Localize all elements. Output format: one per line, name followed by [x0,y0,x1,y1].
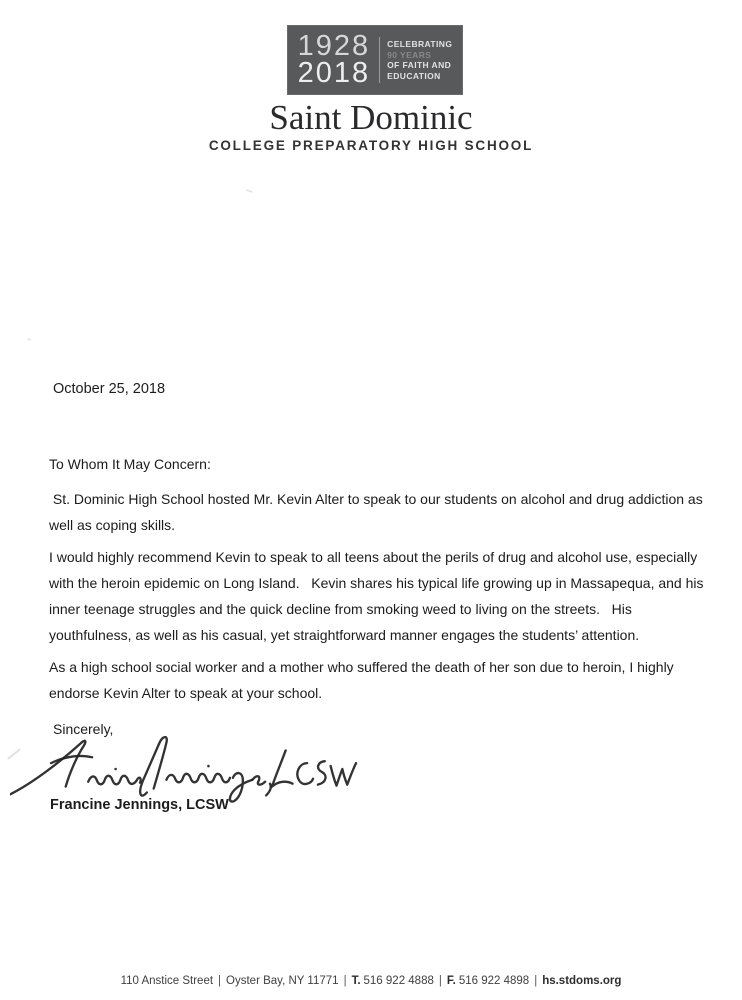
logo-tagline-line3: OF FAITH AND [387,60,452,70]
scan-artifact [246,189,253,193]
footer-separator: | [534,975,538,987]
footer-separator: | [343,975,347,987]
logo-years [297,30,371,89]
letter-date: October 25, 2018 [53,381,166,397]
typed-signature-name: Francine Jennings, LCSW [50,797,229,813]
logo-divider-line [379,37,380,83]
footer-separator: | [438,975,442,987]
logo-tagline-line1: CELEBRATING [387,39,453,49]
footer-fax: 516 922 4898 [458,975,530,987]
closing-sincerely: Sincerely, [53,721,114,737]
logo-tagline-line2: 90 YEARS [387,49,432,60]
paragraph-3: As a high school social worker and a mother who suffered the death of her son due to heroin, I highly endorse Kevin Alter to speak at your school. [49,659,678,701]
footer [0,975,742,987]
footer-website: hs.stdoms.org [542,975,622,987]
logo-year-end: 2018 [297,57,371,89]
school-name: Saint Dominic [269,98,473,137]
signature-handwriting [10,731,358,807]
anniversary-logo [287,25,463,95]
school-subtitle: COLLEGE PREPARATORY HIGH SCHOOL [208,138,534,153]
footer-fax-label: F. [446,975,456,987]
footer-phone: 516 922 4888 [363,975,434,987]
footer-city: Oyster Bay, NY 11771 [226,975,339,987]
footer-separator: | [218,975,222,987]
salutation: To Whom It May Concern: [49,456,211,472]
logo-tagline-line4: EDUCATION [387,70,441,81]
footer-phone-label: T. [351,975,361,987]
paragraph-1: St. Dominic High School hosted Mr. Kevin Alter to speak to our students on alcohol and drug addiction as well as coping skills. [49,491,707,533]
logo-year-start: 1928 [297,30,371,62]
footer-address: 110 Anstice Street [120,975,214,987]
paragraph-2: I would highly recommend Kevin to speak to all teens about the perils of drug and alcohol use, especially with the heroin epidemic on Long Island. Kevin shares his typical life growing up in Massapequa, and his inner teenage struggles and the quick decline from smoking weed to living on the streets. His youthfulness, as well as his casual, yet straightforward manner engages the students’ attention. [49,549,708,643]
letter-body [49,451,717,712]
logo-tagline [387,39,452,81]
scan-artifact [27,338,31,341]
